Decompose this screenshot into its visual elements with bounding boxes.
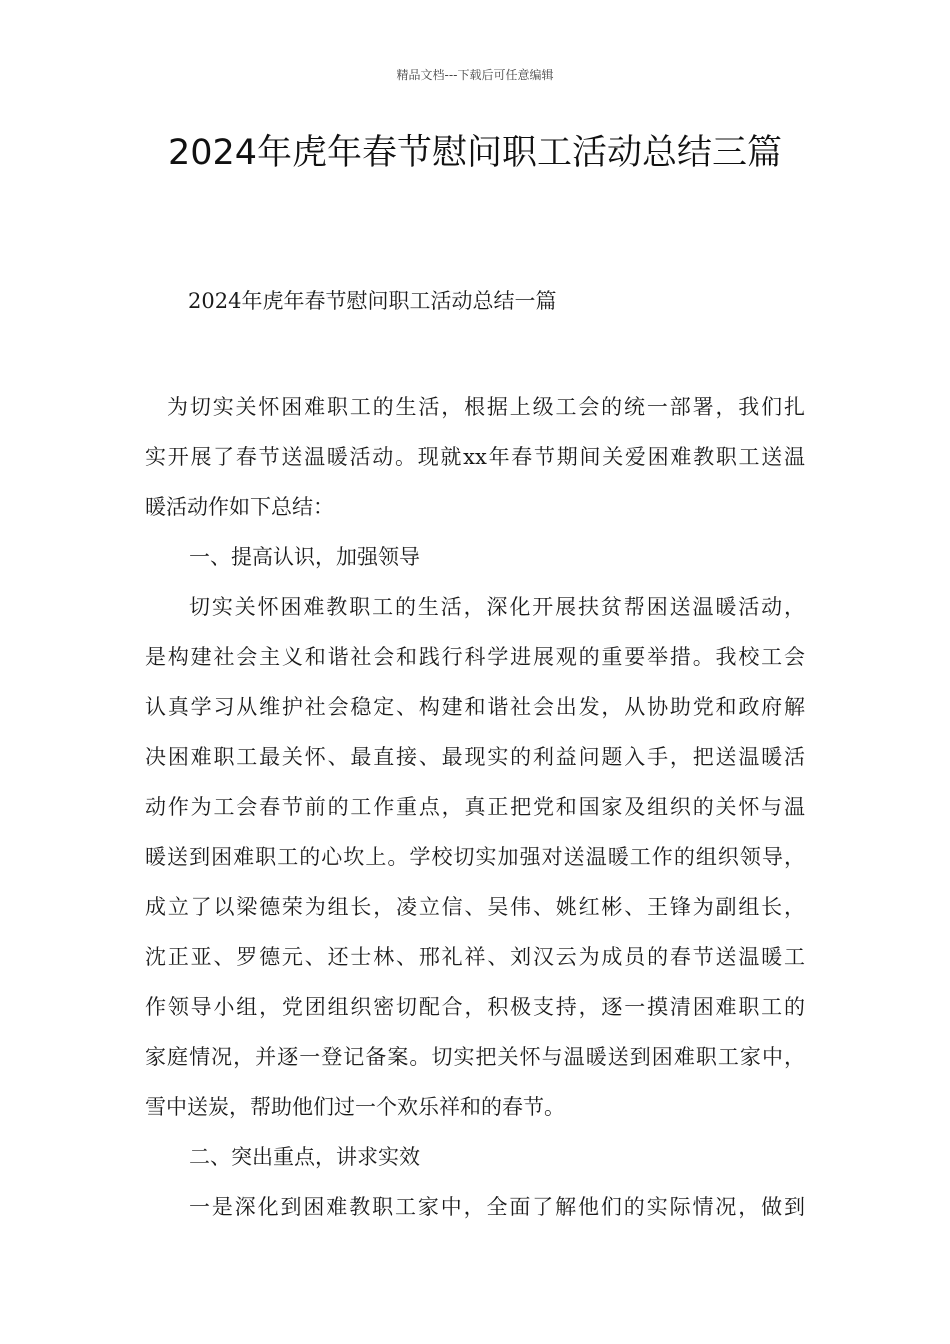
paragraph-line: 沈正亚、罗德元、还士林、邢礼祥、刘汉云为成员的春节送温暖工 — [145, 945, 805, 969]
section-heading: 一、提高认识，加强领导 — [189, 545, 420, 569]
section-heading: 二、突出重点，讲求实效 — [189, 1145, 420, 1169]
paragraph-line: 暖活动作如下总结： — [145, 495, 334, 519]
paragraph-line: 动作为工会春节前的工作重点，真正把党和国家及组织的关怀与温 — [145, 795, 805, 819]
paragraph-line: 实开展了春节送温暖活动。现就xx年春节期间关爱困难教职工送温 — [145, 445, 805, 469]
paragraph-line: 家庭情况，并逐一登记备案。切实把关怀与温暖送到困难职工家中， — [145, 1045, 805, 1069]
paragraph-line: 切实关怀困难教职工的生活，深化开展扶贫帮困送温暖活动， — [189, 595, 805, 619]
paragraph-line: 暖送到困难职工的心坎上。学校切实加强对送温暖工作的组织领导， — [145, 845, 805, 869]
header-note: 精品文档---下载后可任意编辑 — [396, 68, 554, 82]
paragraph-line: 成立了以梁德荣为组长，凌立信、吴伟、姚红彬、王锋为副组长， — [145, 895, 805, 919]
paragraph-line: 决困难职工最关怀、最直接、最现实的利益问题入手，把送温暖活 — [145, 745, 805, 769]
body-text — [145, 382, 805, 1232]
paragraph-line: 一是深化到困难教职工家中，全面了解他们的实际情况，做到 — [189, 1195, 805, 1219]
paragraph-line: 雪中送炭，帮助他们过一个欢乐祥和的春节。 — [145, 1095, 565, 1119]
paragraph-line: 是构建社会主义和谐社会和践行科学进展观的重要举措。我校工会 — [145, 645, 805, 669]
paragraph-line: 认真学习从维护社会稳定、构建和谐社会出发，从协助党和政府解 — [145, 695, 805, 719]
paragraph-line: 为切实关怀困难职工的生活，根据上级工会的统一部署，我们扎 — [167, 395, 805, 419]
paragraph-line: 作领导小组，党团组织密切配合，积极支持，逐一摸清困难职工的 — [145, 995, 805, 1019]
section-subtitle: 2024年虎年春节慰问职工活动总结一篇 — [188, 289, 557, 313]
document-title: 2024年虎年春节慰问职工活动总结三篇 — [167, 133, 783, 173]
